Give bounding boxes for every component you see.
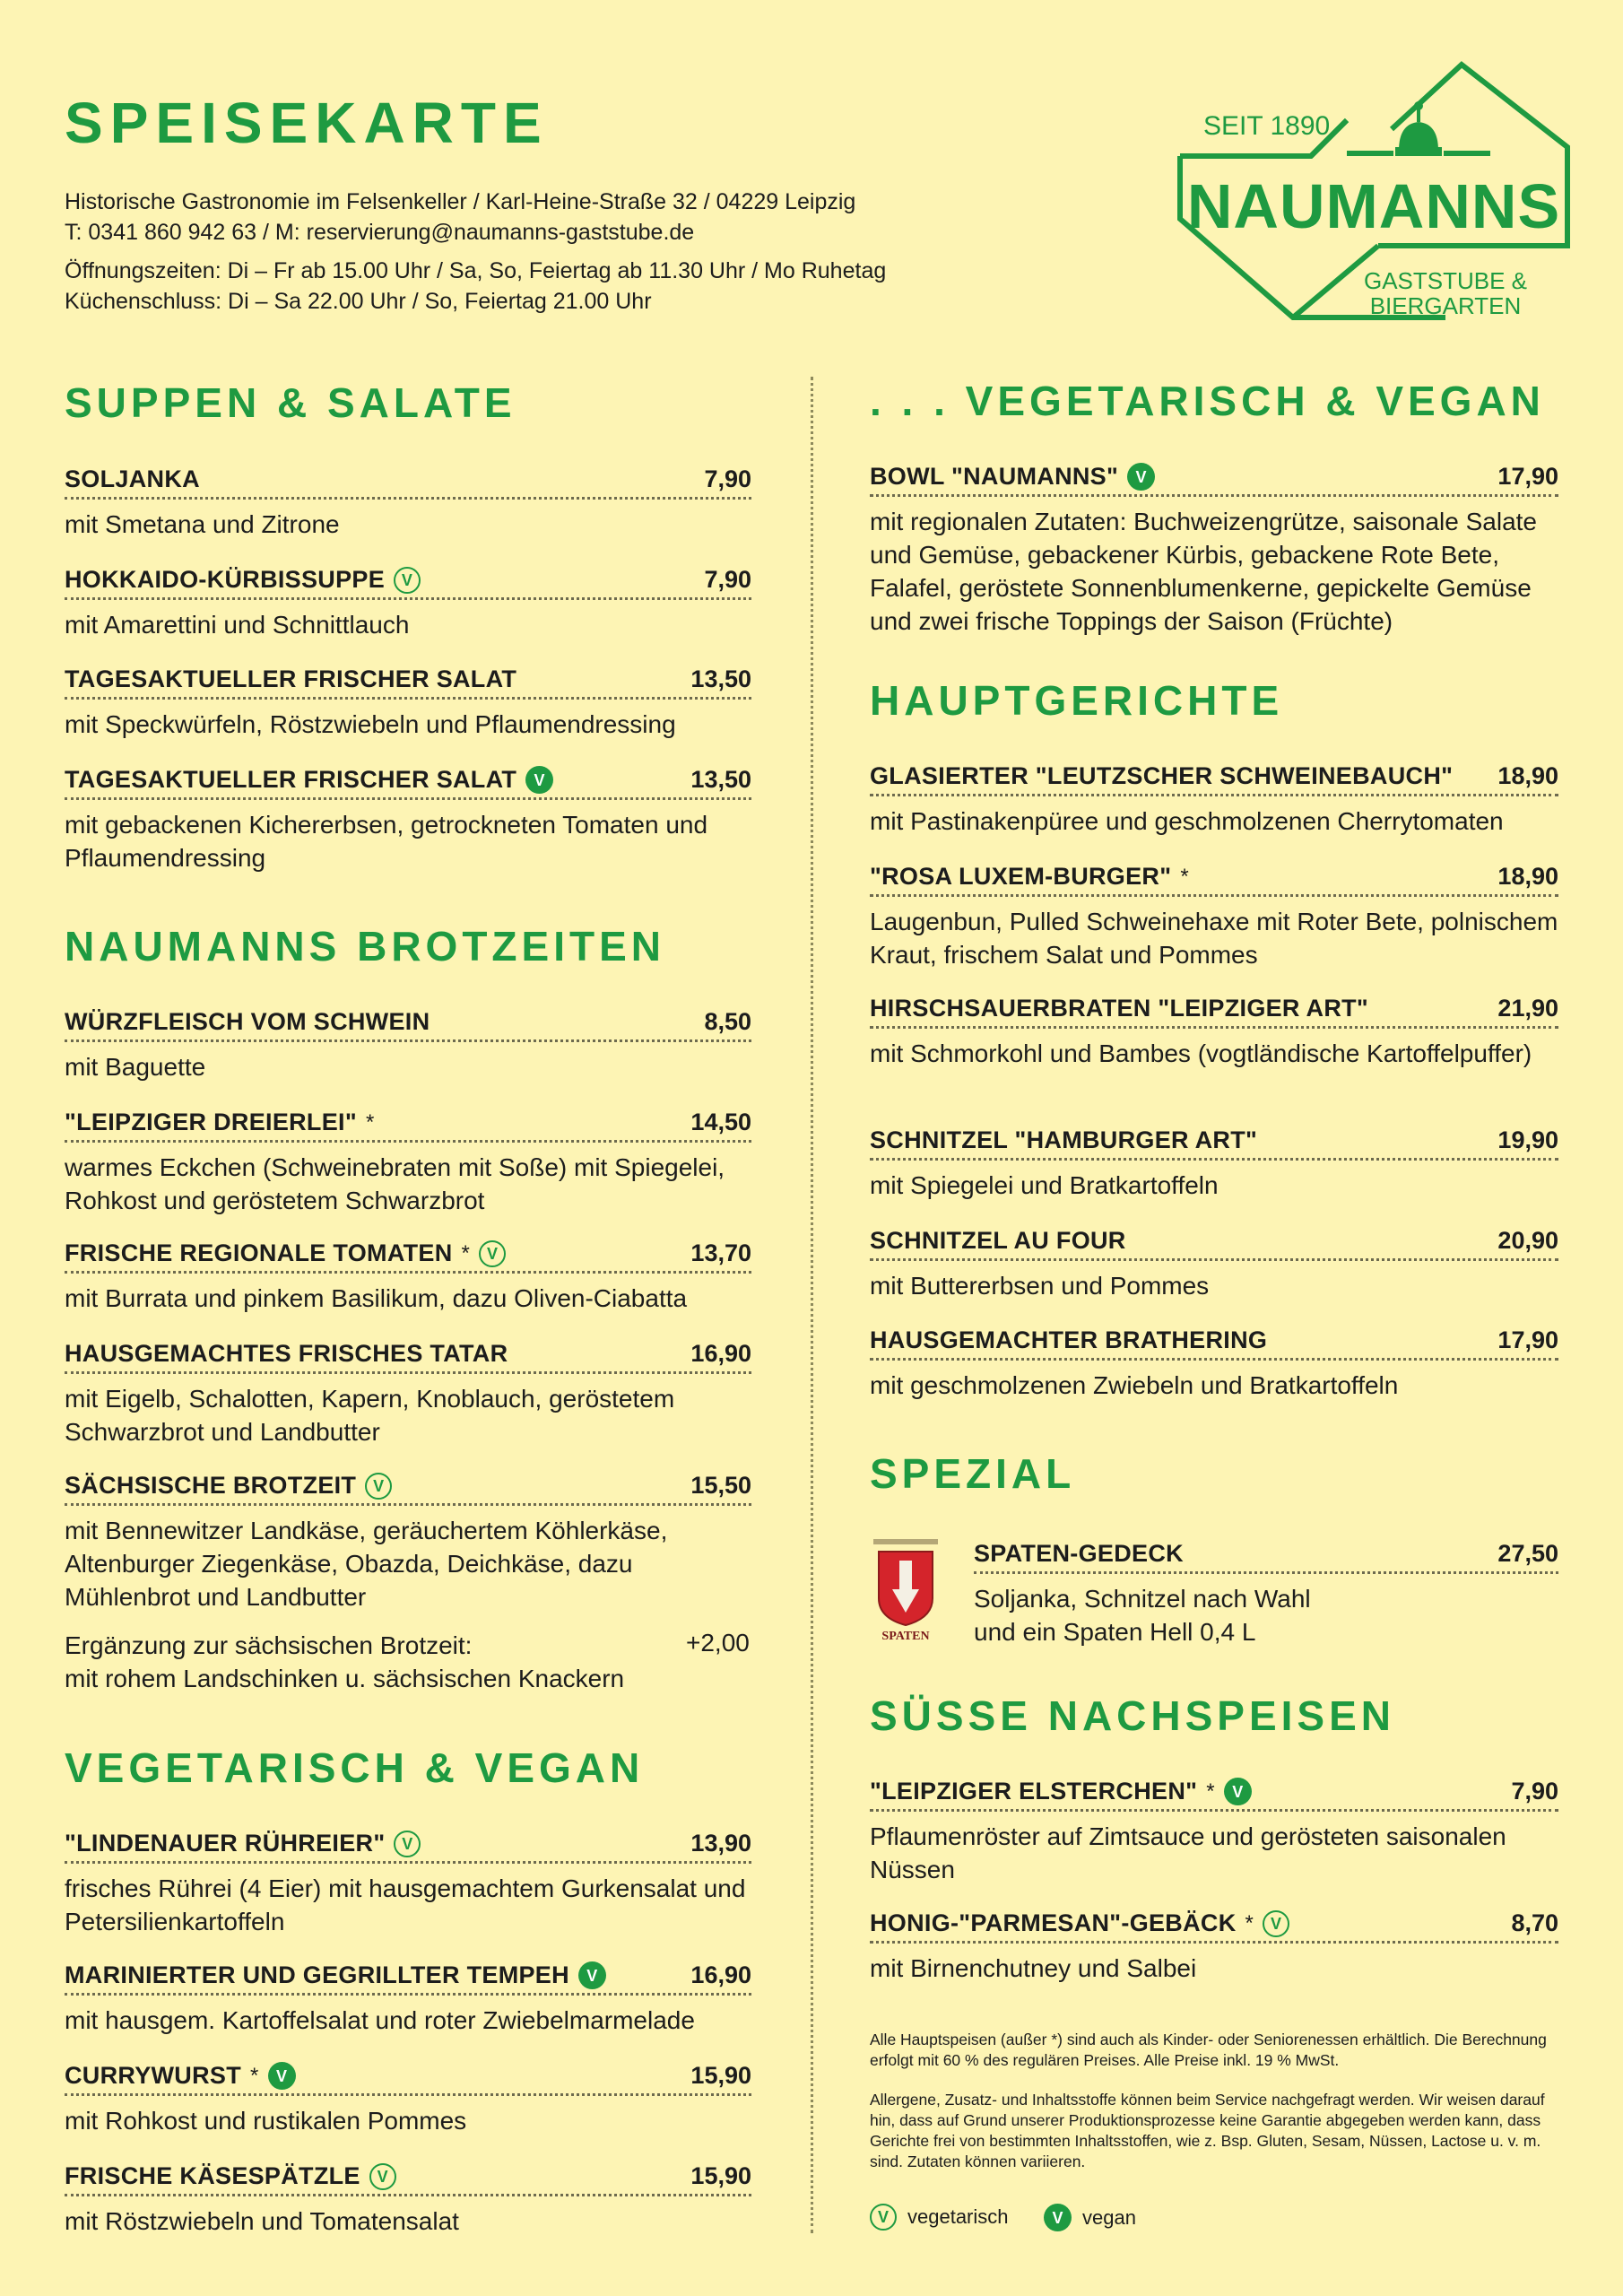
item-name: FRISCHE REGIONALE TOMATEN — [65, 1239, 453, 1266]
vegan-icon: V — [1224, 1778, 1252, 1805]
item-name: WÜRZFLEISCH VOM SCHWEIN — [65, 1008, 430, 1035]
item-name: CURRYWURST — [65, 2062, 241, 2089]
item-price: 18,90 — [1497, 863, 1558, 890]
legend-vegan — [1044, 2204, 1136, 2231]
menu-item — [870, 991, 1558, 1070]
menu-item — [870, 1906, 1558, 1985]
extra-price: +2,00 — [686, 1629, 750, 1657]
item-description: mit Smetana und Zitrone — [65, 510, 340, 538]
legend-vegetarian — [870, 2204, 1009, 2231]
menu-item — [870, 459, 1558, 638]
item-price: 13,50 — [690, 766, 751, 793]
item-price: 15,90 — [690, 2162, 751, 2189]
item-name: "ROSA LUXEM-BURGER" — [870, 863, 1172, 890]
naumanns-logo — [1176, 57, 1571, 326]
vegan-icon: V — [525, 766, 553, 794]
item-name: HAUSGEMACHTER BRATHERING — [870, 1326, 1268, 1353]
item-name: SÄCHSISCHE BROTZEIT — [65, 1472, 357, 1499]
item-price: 16,90 — [690, 1340, 751, 1367]
menu-item — [65, 1958, 751, 2037]
menu-item — [65, 762, 751, 874]
item-name: SCHNITZEL AU FOUR — [870, 1227, 1126, 1254]
address-line: Historische Gastronomie im Felsenkeller / Karl-Heine-Straße 32 / 04229 Leipzig — [65, 189, 856, 214]
vegetarian-icon: V — [1263, 1910, 1289, 1937]
star-marker: * — [1180, 864, 1189, 889]
item-name: TAGESAKTUELLER FRISCHER SALAT — [65, 766, 517, 793]
item-price: 16,90 — [690, 1961, 751, 1988]
item-name: BOWL "NAUMANNS" — [870, 463, 1119, 490]
legend-vegan-label: vegan — [1082, 2205, 1136, 2229]
menu-item — [974, 1536, 1558, 1648]
section-title-nachspeisen: SÜSSE NACHSPEISEN — [870, 1692, 1396, 1739]
item-price: 8,70 — [1511, 1909, 1558, 1936]
kitchen-hours-line: Küchenschluss: Di – Sa 22.00 Uhr / So, Feiertag 21.00 Uhr — [65, 289, 652, 314]
item-description: mit regionalen Zutaten: Buchweizengrütze, saisonale Salate und Gemüse, gebackener Kürbis, gebackene Rote Bete, Falafel, geröstete Sonnenblumenkerne, gepickelte Gemüse und zwei frische Toppings der Saison (Früchte) — [870, 508, 1537, 635]
item-description: mit Baguette — [65, 1053, 206, 1081]
item-name: "LEIPZIGER DREIERLEI" — [65, 1109, 357, 1135]
item-description: mit hausgem. Kartoffelsalat und roter Zwiebelmarmelade — [65, 2006, 695, 2034]
item-description: mit Spiegelei und Bratkartoffeln — [870, 1171, 1219, 1199]
item-price: 13,50 — [690, 665, 751, 692]
star-marker: * — [1206, 1779, 1215, 1804]
section-title-haupt: HAUPTGERICHTE — [870, 677, 1284, 724]
menu-item — [65, 1468, 751, 1613]
logo-sub2: BIERGARTEN — [1369, 292, 1522, 319]
item-price: 8,50 — [704, 1008, 751, 1035]
item-description: mit Speckwürfeln, Röstzwiebeln und Pflaumendressing — [65, 710, 676, 738]
opening-hours-line: Öffnungszeiten: Di – Fr ab 15.00 Uhr / Sa, So, Feiertag ab 11.30 Uhr / Mo Ruhetag — [65, 258, 887, 283]
item-name: MARINIERTER UND GEGRILLTER TEMPEH — [65, 1961, 569, 1988]
star-marker: * — [1245, 1910, 1254, 1935]
item-name: "LINDENAUER RÜHREIER" — [65, 1830, 386, 1857]
item-price: 7,90 — [704, 566, 751, 593]
menu-item — [870, 759, 1558, 838]
vegetarian-icon: V — [394, 1831, 421, 1857]
item-name: SCHNITZEL "HAMBURGER ART" — [870, 1126, 1258, 1153]
menu-item — [870, 1323, 1558, 1402]
item-description: Laugenbun, Pulled Schweinehaxe mit Roter Bete, polnischem Kraut, frischem Salat und Pommes — [870, 908, 1558, 969]
vegetarian-icon: V — [870, 2204, 897, 2231]
vegetarian-icon: V — [369, 2163, 396, 2190]
item-description: mit Amarettini und Schnittlauch — [65, 611, 410, 639]
item-name: "LEIPZIGER ELSTERCHEN" — [870, 1778, 1198, 1805]
item-price: 18,90 — [1497, 762, 1558, 789]
menu-item — [65, 2058, 751, 2137]
menu-item — [65, 1336, 751, 1448]
item-name: SPATEN-GEDECK — [974, 1540, 1184, 1567]
item-price: 19,90 — [1497, 1126, 1558, 1153]
item-description: frisches Rührei (4 Eier) mit hausgemachtem Gurkensalat und Petersilienkartoffeln — [65, 1874, 746, 1935]
item-name: HONIG-"PARMESAN"-GEBÄCK — [870, 1909, 1237, 1936]
item-name: HIRSCHSAUERBRATEN "LEIPZIGER ART" — [870, 995, 1369, 1022]
item-name: HAUSGEMACHTES FRISCHES TATAR — [65, 1340, 508, 1367]
menu-item — [870, 1223, 1558, 1302]
vegan-icon: V — [1044, 2204, 1072, 2231]
item-description: mit Birnenchutney und Salbei — [870, 1954, 1197, 1982]
item-description: Soljanka, Schnitzel nach Wahl und ein Spaten Hell 0,4 L — [974, 1585, 1311, 1646]
item-price: 15,50 — [690, 1472, 751, 1499]
menu-item — [65, 662, 751, 741]
item-description: mit Rohkost und rustikalen Pommes — [65, 2107, 467, 2135]
item-price: 17,90 — [1497, 463, 1558, 490]
menu-item — [65, 562, 751, 641]
star-marker: * — [461, 1240, 471, 1265]
menu-item — [870, 859, 1558, 971]
item-description: mit Burrata und pinkem Basilikum, dazu Oliven-Ciabatta — [65, 1284, 688, 1312]
item-price: 15,90 — [690, 2062, 751, 2089]
item-description: mit Bennewitzer Landkäse, geräuchertem Köhlerkäse, Altenburger Ziegenkäse, Obazda, Deichkäse, dazu Mühlenbrot und Landbutter — [65, 1517, 668, 1611]
vegetarian-icon: V — [394, 567, 421, 594]
section-title-spezial: SPEZIAL — [870, 1450, 1076, 1497]
vegan-icon: V — [1127, 463, 1155, 491]
vegetarian-icon: V — [365, 1473, 392, 1500]
section-title-vegetarisch-cont: . . . VEGETARISCH & VEGAN — [870, 378, 1545, 424]
item-description: mit gebackenen Kichererbsen, getrockneten Tomaten und Pflaumendressing — [65, 811, 708, 872]
item-description: warmes Eckchen (Schweinebraten mit Soße) mit Spiegelei, Rohkost und geröstetem Schwarzbrot — [65, 1153, 725, 1214]
footnote-portions: Alle Hauptspeisen (außer *) sind auch als Kinder- oder Seniorenessen erhältlich. Die Berechnung erfolgt mit 60 % des regulären Preises. Alle Preise inkl. 19 % MwSt. — [870, 2031, 1547, 2069]
item-description: mit Eigelb, Schalotten, Kapern, Knoblauch, geröstetem Schwarzbrot und Landbutter — [65, 1385, 675, 1446]
item-name: GLASIERTER "LEUTZSCHER SCHWEINEBAUCH" — [870, 762, 1454, 789]
star-marker: * — [365, 1109, 375, 1135]
item-price: 27,50 — [1497, 1540, 1558, 1567]
contact-info — [65, 187, 855, 248]
logo-sub1: GASTSTUBE & — [1363, 267, 1528, 294]
vegan-icon: V — [268, 2062, 296, 2090]
vegan-icon: V — [578, 1961, 606, 1989]
menu-item — [65, 1105, 751, 1217]
item-description: mit Röstzwiebeln und Tomatensalat — [65, 2207, 459, 2235]
spaten-badge-label: SPATEN — [881, 1630, 930, 1643]
logo-since: SEIT 1890 — [1203, 111, 1331, 141]
item-price: 13,90 — [690, 1830, 751, 1857]
brotzeit-extra — [65, 1629, 624, 1695]
star-marker: * — [249, 2063, 259, 2088]
opening-hours — [65, 256, 886, 317]
item-description: mit Buttererbsen und Pommes — [870, 1272, 1210, 1300]
legend-vegetarian-label: vegetarisch — [907, 2205, 1009, 2228]
menu-item — [65, 2159, 751, 2238]
menu-item — [870, 1774, 1558, 1886]
item-name: SOLJANKA — [65, 465, 200, 492]
menu-item — [65, 1826, 751, 1938]
page-title: SPEISEKARTE — [65, 91, 549, 155]
vegetarian-icon: V — [479, 1240, 506, 1267]
menu-item — [65, 1236, 751, 1315]
menu-item — [870, 1123, 1558, 1202]
section-title-brotzeiten: NAUMANNS BROTZEITEN — [65, 923, 665, 970]
column-divider — [811, 377, 813, 2233]
item-name: FRISCHE KÄSESPÄTZLE — [65, 2162, 360, 2189]
item-name: TAGESAKTUELLER FRISCHER SALAT — [65, 665, 517, 692]
item-price: 17,90 — [1497, 1326, 1558, 1353]
item-price: 7,90 — [704, 465, 751, 492]
section-title-vegetarisch: VEGETARISCH & VEGAN — [65, 1744, 645, 1791]
item-price: 21,90 — [1497, 995, 1558, 1022]
spaten-badge-icon — [870, 1535, 942, 1643]
section-title-suppen: SUPPEN & SALATE — [65, 379, 516, 426]
contact-line: T: 0341 860 942 63 / M: reservierung@naumanns-gaststube.de — [65, 220, 695, 245]
item-price: 7,90 — [1511, 1778, 1558, 1805]
item-description: mit Pastinakenpüree und geschmolzenen Cherrytomaten — [870, 807, 1504, 835]
item-price: 14,50 — [690, 1109, 751, 1135]
item-name: HOKKAIDO-KÜRBISSUPPE — [65, 566, 386, 593]
item-description: Pflaumenröster auf Zimtsauce und gerösteten saisonalen Nüssen — [870, 1822, 1506, 1883]
item-description: mit Schmorkohl und Bambes (vogtländische Kartoffelpuffer) — [870, 1039, 1532, 1067]
menu-item — [65, 462, 751, 541]
item-price: 20,90 — [1497, 1227, 1558, 1254]
menu-item — [65, 1004, 751, 1083]
item-price: 13,70 — [690, 1239, 751, 1266]
logo-name: NAUMANNS — [1186, 171, 1561, 241]
extra-line-2: mit rohem Landschinken u. sächsischen Knackern — [65, 1665, 625, 1692]
extra-line-1: Ergänzung zur sächsischen Brotzeit: — [65, 1631, 473, 1659]
footnote-allergens: Allergene, Zusatz- und Inhaltsstoffe können beim Service nachgefragt werden. Wir weisen darauf hin, dass auf Grund unserer Produktionsprozesse keine Garantie abgegeben werden kann, dass Gerichte frei von bestimmten Inhaltsstoffen, wie z. Bsp. Gluten, Sesam, Nüssen, Lactose u. v. m. sind. Zutaten können variieren. — [870, 2091, 1545, 2170]
item-description: mit geschmolzenen Zwiebeln und Bratkartoffeln — [870, 1371, 1399, 1399]
